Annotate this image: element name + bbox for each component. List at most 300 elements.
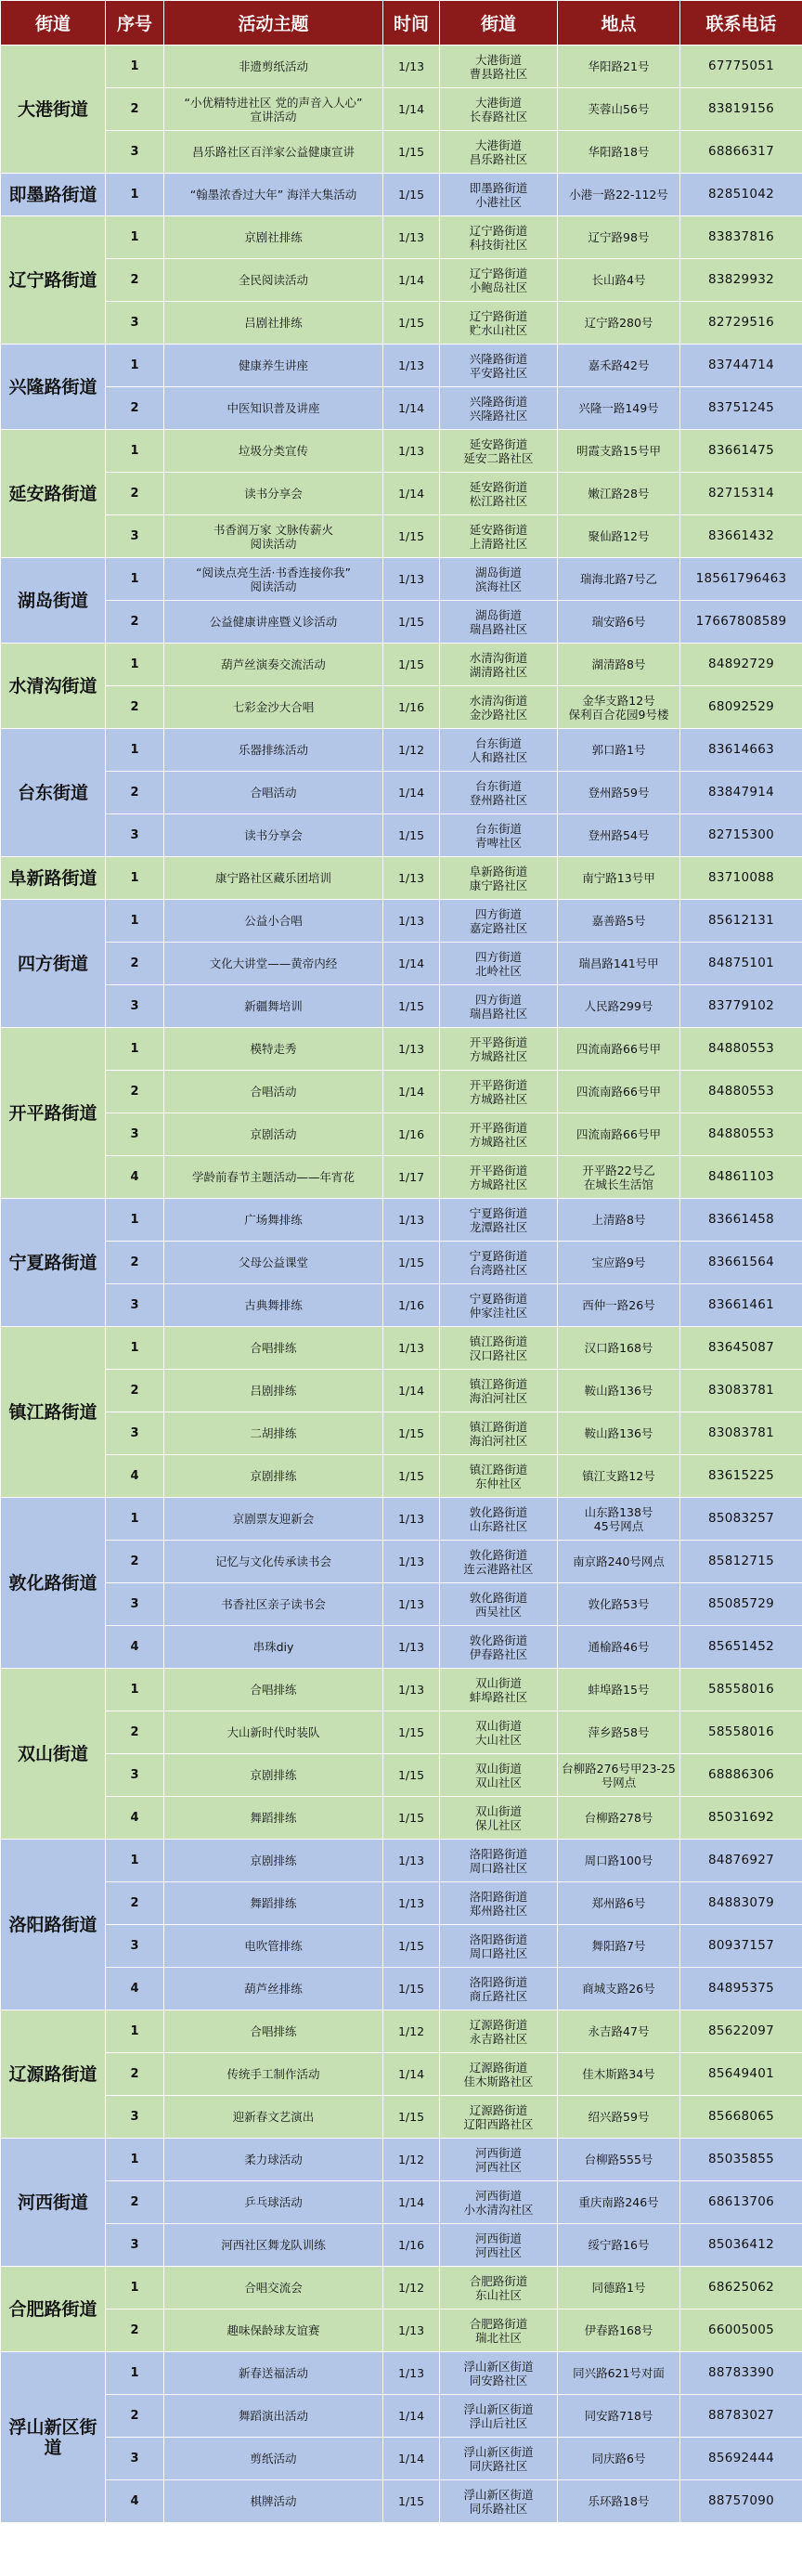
street-name-cell: 合肥路街道 [1, 2267, 106, 2352]
phone-cell: 17667808589 [680, 601, 802, 644]
phone-cell: 85812715 [680, 1541, 802, 1583]
phone-cell: 85612131 [680, 900, 802, 943]
row-number-cell: 1 [106, 2010, 164, 2053]
community-cell: 四方街道 北岭社区 [440, 943, 558, 985]
header-row [1, 1, 802, 46]
place-cell: 永吉路47号 [558, 2010, 680, 2053]
community-cell: 洛阳路街道 商丘路社区 [440, 1968, 558, 2010]
place-cell: 镇江支路12号 [558, 1455, 680, 1498]
activity-topic-cell: 舞蹈排练 [164, 1797, 383, 1840]
community-cell: 辽源路街道 佳木斯路社区 [440, 2053, 558, 2096]
table-row [1, 2309, 802, 2352]
place-cell: 同庆路6号 [558, 2438, 680, 2480]
activity-topic-cell: 文化大讲堂——黄帝内经 [164, 943, 383, 985]
community-cell: 敦化路街道 山东路社区 [440, 1498, 558, 1541]
community-cell: 合肥路街道 瑞北社区 [440, 2309, 558, 2352]
place-cell: 商城支路26号 [558, 1968, 680, 2010]
date-cell: 1/15 [383, 1455, 440, 1498]
activity-topic-cell: 父母公益课堂 [164, 1242, 383, 1284]
place-cell: 明霞支路15号甲 [558, 430, 680, 473]
phone-cell: 84880553 [680, 1071, 802, 1113]
street-name-cell: 阜新路街道 [1, 857, 106, 900]
row-number-cell: 3 [106, 131, 164, 174]
place-cell: 山东路138号 45号网点 [558, 1498, 680, 1541]
table-row [1, 1626, 802, 1669]
row-number-cell: 2 [106, 1242, 164, 1284]
community-cell: 浮山新区街道 同庆路社区 [440, 2438, 558, 2480]
row-number-cell: 1 [106, 1498, 164, 1541]
row-number-cell: 3 [106, 2438, 164, 2480]
row-number-cell: 1 [106, 2267, 164, 2309]
community-cell: 大港街道 曹县路社区 [440, 46, 558, 88]
row-number-cell: 4 [106, 1968, 164, 2010]
activity-topic-cell: 学龄前春节主题活动——年宵花 [164, 1156, 383, 1199]
row-number-cell: 2 [106, 88, 164, 131]
row-number-cell: 1 [106, 174, 164, 216]
table-row [1, 686, 802, 729]
community-cell: 镇江路街道 海泊河社区 [440, 1412, 558, 1455]
row-number-cell: 2 [106, 2053, 164, 2096]
community-cell: 即墨路街道 小港社区 [440, 174, 558, 216]
table-row [1, 2139, 802, 2181]
activity-topic-cell: 传统手工制作活动 [164, 2053, 383, 2096]
phone-cell: 85651452 [680, 1626, 802, 1669]
community-cell: 湖岛街道 瑞昌路社区 [440, 601, 558, 644]
community-cell: 洛阳路街道 周口路社区 [440, 1925, 558, 1968]
activity-topic-cell: 乒乓球活动 [164, 2181, 383, 2224]
activity-topic-cell: 串珠diy [164, 1626, 383, 1669]
date-cell: 1/16 [383, 1113, 440, 1156]
row-number-cell: 3 [106, 1754, 164, 1797]
phone-cell: 84880553 [680, 1113, 802, 1156]
table-row [1, 644, 802, 686]
activity-topic-cell: 全民阅读活动 [164, 259, 383, 302]
date-cell: 1/15 [383, 1711, 440, 1754]
phone-cell: 83614663 [680, 729, 802, 772]
place-cell: 小港一路22-112号 [558, 174, 680, 216]
phone-cell: 83661564 [680, 1242, 802, 1284]
activity-topic-cell: 京剧票友迎新会 [164, 1498, 383, 1541]
community-cell: 合肥路街道 东山社区 [440, 2267, 558, 2309]
street-name-cell: 台东街道 [1, 729, 106, 857]
table-row [1, 515, 802, 558]
phone-cell: 83661432 [680, 515, 802, 558]
phone-cell: 68613706 [680, 2181, 802, 2224]
phone-cell: 83751245 [680, 387, 802, 430]
community-cell: 浮山新区街道 浮山后社区 [440, 2395, 558, 2438]
table-row [1, 131, 802, 174]
row-number-cell: 2 [106, 601, 164, 644]
table-row [1, 1199, 802, 1242]
header-street: 街道 [1, 1, 106, 46]
place-cell: 聚仙路12号 [558, 515, 680, 558]
row-number-cell: 2 [106, 2395, 164, 2438]
activity-topic-cell: 京剧排练 [164, 1754, 383, 1797]
place-cell: 登州路59号 [558, 772, 680, 814]
row-number-cell: 1 [106, 1840, 164, 1882]
activity-topic-cell: 合唱活动 [164, 772, 383, 814]
date-cell: 1/14 [383, 772, 440, 814]
phone-cell: 68625062 [680, 2267, 802, 2309]
date-cell: 1/13 [383, 1028, 440, 1071]
phone-cell: 83744714 [680, 345, 802, 387]
phone-cell: 83615225 [680, 1455, 802, 1498]
activity-topic-cell: 读书分享会 [164, 473, 383, 515]
header-community: 街道 [440, 1, 558, 46]
date-cell: 1/14 [383, 387, 440, 430]
activity-topic-cell: “小优精特进社区 党的声音入人心” 宣讲活动 [164, 88, 383, 131]
community-cell: 双山街道 蚌埠路社区 [440, 1669, 558, 1711]
community-cell: 洛阳路街道 郑州路社区 [440, 1882, 558, 1925]
row-number-cell: 2 [106, 686, 164, 729]
activity-topic-cell: 古典舞排练 [164, 1284, 383, 1327]
community-cell: 兴隆路街道 兴隆路社区 [440, 387, 558, 430]
row-number-cell: 2 [106, 2181, 164, 2224]
date-cell: 1/13 [383, 46, 440, 88]
phone-cell: 85622097 [680, 2010, 802, 2053]
table-row [1, 2181, 802, 2224]
row-number-cell: 1 [106, 430, 164, 473]
row-number-cell: 1 [106, 1669, 164, 1711]
date-cell: 1/13 [383, 1199, 440, 1242]
activity-topic-cell: 京剧排练 [164, 1840, 383, 1882]
street-name-cell: 即墨路街道 [1, 174, 106, 216]
date-cell: 1/14 [383, 259, 440, 302]
street-name-cell: 敦化路街道 [1, 1498, 106, 1669]
table-row [1, 345, 802, 387]
activity-topic-cell: 垃圾分类宣传 [164, 430, 383, 473]
table-row [1, 430, 802, 473]
table-row [1, 1498, 802, 1541]
phone-cell: 85083257 [680, 1498, 802, 1541]
community-cell: 宁夏路街道 仲家洼社区 [440, 1284, 558, 1327]
table-row [1, 387, 802, 430]
phone-cell: 82715314 [680, 473, 802, 515]
date-cell: 1/13 [383, 2352, 440, 2395]
row-number-cell: 2 [106, 1882, 164, 1925]
community-cell: 开平路街道 方城路社区 [440, 1071, 558, 1113]
activity-topic-cell: 乐器排练活动 [164, 729, 383, 772]
date-cell: 1/15 [383, 1412, 440, 1455]
date-cell: 1/13 [383, 1327, 440, 1370]
date-cell: 1/14 [383, 2181, 440, 2224]
date-cell: 1/13 [383, 1498, 440, 1541]
phone-cell: 83661461 [680, 1284, 802, 1327]
activity-topic-cell: “阅读点亮生活·书香连接你我” 阅读活动 [164, 558, 383, 601]
table-row [1, 259, 802, 302]
row-number-cell: 1 [106, 2352, 164, 2395]
row-number-cell: 1 [106, 2139, 164, 2181]
row-number-cell: 3 [106, 814, 164, 857]
table-row [1, 1028, 802, 1071]
phone-cell: 88757090 [680, 2480, 802, 2523]
place-cell: 台柳路278号 [558, 1797, 680, 1840]
place-cell: 湖清路8号 [558, 644, 680, 686]
community-cell: 延安路街道 上清路社区 [440, 515, 558, 558]
table-row [1, 1327, 802, 1370]
community-cell: 台东街道 青啤社区 [440, 814, 558, 857]
community-cell: 辽宁路街道 科技街社区 [440, 216, 558, 259]
street-name-cell: 河西街道 [1, 2139, 106, 2267]
table-row [1, 2224, 802, 2267]
date-cell: 1/15 [383, 1968, 440, 2010]
community-cell: 兴隆路街道 平安路社区 [440, 345, 558, 387]
activity-topic-cell: 京剧社排练 [164, 216, 383, 259]
phone-cell: 82851042 [680, 174, 802, 216]
community-cell: 宁夏路街道 台湾路社区 [440, 1242, 558, 1284]
community-cell: 河西街道 小水清沟社区 [440, 2181, 558, 2224]
activity-topic-cell: 中医知识普及讲座 [164, 387, 383, 430]
table-row [1, 88, 802, 131]
phone-cell: 18561796463 [680, 558, 802, 601]
date-cell: 1/15 [383, 1242, 440, 1284]
place-cell: 绥宁路16号 [558, 2224, 680, 2267]
row-number-cell: 3 [106, 1284, 164, 1327]
table-row [1, 2053, 802, 2096]
activity-topic-cell: 新疆舞培训 [164, 985, 383, 1028]
place-cell: 南宁路13号甲 [558, 857, 680, 900]
place-cell: 金华支路12号 保利百合花园9号楼 [558, 686, 680, 729]
row-number-cell: 3 [106, 2096, 164, 2139]
phone-cell: 85031692 [680, 1797, 802, 1840]
place-cell: 鞍山路136号 [558, 1412, 680, 1455]
date-cell: 1/13 [383, 1541, 440, 1583]
activity-topic-cell: 柔力球活动 [164, 2139, 383, 2181]
row-number-cell: 1 [106, 1028, 164, 1071]
row-number-cell: 2 [106, 772, 164, 814]
row-number-cell: 2 [106, 2309, 164, 2352]
date-cell: 1/14 [383, 2053, 440, 2096]
street-name-cell: 洛阳路街道 [1, 1840, 106, 2010]
place-cell: 华阳路18号 [558, 131, 680, 174]
row-number-cell: 1 [106, 729, 164, 772]
activity-topic-cell: 新春送福活动 [164, 2352, 383, 2395]
community-cell: 水清沟街道 湖清路社区 [440, 644, 558, 686]
place-cell: 同德路1号 [558, 2267, 680, 2309]
phone-cell: 58558016 [680, 1669, 802, 1711]
phone-cell: 80937157 [680, 1925, 802, 1968]
street-name-cell: 宁夏路街道 [1, 1199, 106, 1327]
row-number-cell: 1 [106, 46, 164, 88]
phone-cell: 84895375 [680, 1968, 802, 2010]
row-number-cell: 4 [106, 2480, 164, 2523]
row-number-cell: 1 [106, 558, 164, 601]
date-cell: 1/15 [383, 131, 440, 174]
date-cell: 1/15 [383, 2480, 440, 2523]
place-cell: 四流南路66号甲 [558, 1028, 680, 1071]
phone-cell: 83083781 [680, 1370, 802, 1412]
street-name-cell: 兴隆路街道 [1, 345, 106, 430]
date-cell: 1/15 [383, 302, 440, 345]
date-cell: 1/12 [383, 2267, 440, 2309]
row-number-cell: 1 [106, 1327, 164, 1370]
activity-topic-cell: 合唱交流会 [164, 2267, 383, 2309]
community-cell: 镇江路街道 东仲社区 [440, 1455, 558, 1498]
header-number: 序号 [106, 1, 164, 46]
table-row [1, 1669, 802, 1711]
row-number-cell: 2 [106, 259, 164, 302]
table-row [1, 1754, 802, 1797]
place-cell: 蚌埠路15号 [558, 1669, 680, 1711]
community-cell: 宁夏路街道 龙潭路社区 [440, 1199, 558, 1242]
date-cell: 1/13 [383, 2309, 440, 2352]
community-cell: 敦化路街道 连云港路社区 [440, 1541, 558, 1583]
place-cell: 兴隆一路149号 [558, 387, 680, 430]
row-number-cell: 1 [106, 345, 164, 387]
row-number-cell: 1 [106, 1199, 164, 1242]
phone-cell: 82715300 [680, 814, 802, 857]
place-cell: 郭口路1号 [558, 729, 680, 772]
place-cell: 南京路240号网点 [558, 1541, 680, 1583]
community-cell: 阜新路街道 康宁路社区 [440, 857, 558, 900]
phone-cell: 66005005 [680, 2309, 802, 2352]
table-row [1, 1156, 802, 1199]
table-row [1, 1711, 802, 1754]
table-row [1, 216, 802, 259]
place-cell: 同安路718号 [558, 2395, 680, 2438]
place-cell: 重庆南路246号 [558, 2181, 680, 2224]
phone-cell: 68092529 [680, 686, 802, 729]
community-cell: 辽宁路街道 贮水山社区 [440, 302, 558, 345]
row-number-cell: 3 [106, 515, 164, 558]
community-cell: 开平路街道 方城路社区 [440, 1156, 558, 1199]
place-cell: 瑞昌路141号甲 [558, 943, 680, 985]
community-cell: 水清沟街道 金沙路社区 [440, 686, 558, 729]
date-cell: 1/13 [383, 430, 440, 473]
date-cell: 1/15 [383, 814, 440, 857]
table-row [1, 1541, 802, 1583]
row-number-cell: 4 [106, 1797, 164, 1840]
header-place: 地点 [558, 1, 680, 46]
table-row [1, 985, 802, 1028]
table-row [1, 2395, 802, 2438]
phone-cell: 82729516 [680, 302, 802, 345]
table-row [1, 900, 802, 943]
table-row [1, 2010, 802, 2053]
table-row [1, 174, 802, 216]
date-cell: 1/12 [383, 2139, 440, 2181]
date-cell: 1/13 [383, 1583, 440, 1626]
date-cell: 1/13 [383, 1882, 440, 1925]
activity-topic-cell: 公益健康讲座暨义诊活动 [164, 601, 383, 644]
place-cell: 敦化路53号 [558, 1583, 680, 1626]
activity-topic-cell: 合唱排练 [164, 2010, 383, 2053]
table-row [1, 1882, 802, 1925]
date-cell: 1/13 [383, 1840, 440, 1882]
place-cell: 长山路4号 [558, 259, 680, 302]
activity-topic-cell: 合唱排练 [164, 1669, 383, 1711]
date-cell: 1/12 [383, 729, 440, 772]
phone-cell: 83829932 [680, 259, 802, 302]
table-row [1, 2438, 802, 2480]
activity-topic-cell: 读书分享会 [164, 814, 383, 857]
table-row [1, 1797, 802, 1840]
date-cell: 1/13 [383, 216, 440, 259]
date-cell: 1/15 [383, 174, 440, 216]
community-cell: 镇江路街道 海泊河社区 [440, 1370, 558, 1412]
date-cell: 1/13 [383, 900, 440, 943]
place-cell: 登州路54号 [558, 814, 680, 857]
date-cell: 1/15 [383, 601, 440, 644]
activity-topic-cell: 非遗剪纸活动 [164, 46, 383, 88]
street-name-cell: 水清沟街道 [1, 644, 106, 729]
date-cell: 1/15 [383, 515, 440, 558]
table-body [1, 46, 802, 2523]
date-cell: 1/14 [383, 943, 440, 985]
date-cell: 1/13 [383, 558, 440, 601]
row-number-cell: 2 [106, 387, 164, 430]
community-cell: 四方街道 瑞昌路社区 [440, 985, 558, 1028]
community-cell: 开平路街道 方城路社区 [440, 1028, 558, 1071]
activity-topic-cell: 吕剧社排练 [164, 302, 383, 345]
phone-cell: 84892729 [680, 644, 802, 686]
header-phone: 联系电话 [680, 1, 802, 46]
community-cell: 洛阳路街道 周口路社区 [440, 1840, 558, 1882]
community-cell: 延安路街道 延安二路社区 [440, 430, 558, 473]
community-cell: 敦化路街道 伊春路社区 [440, 1626, 558, 1669]
phone-cell: 83645087 [680, 1327, 802, 1370]
activity-topic-cell: 葫芦丝演奏交流活动 [164, 644, 383, 686]
table-row [1, 558, 802, 601]
community-cell: 四方街道 嘉定路社区 [440, 900, 558, 943]
table-row [1, 1968, 802, 2010]
phone-cell: 83710088 [680, 857, 802, 900]
activity-topic-cell: 昌乐路社区百洋家公益健康宣讲 [164, 131, 383, 174]
activity-topic-cell: 广场舞排练 [164, 1199, 383, 1242]
row-number-cell: 2 [106, 1541, 164, 1583]
phone-cell: 83847914 [680, 772, 802, 814]
place-cell: 舞阳路7号 [558, 1925, 680, 1968]
community-cell: 河西街道 河西社区 [440, 2224, 558, 2267]
table-row [1, 46, 802, 88]
date-cell: 1/12 [383, 2010, 440, 2053]
date-cell: 1/14 [383, 2395, 440, 2438]
community-cell: 浮山新区街道 同安路社区 [440, 2352, 558, 2395]
table-row [1, 729, 802, 772]
row-number-cell: 2 [106, 1711, 164, 1754]
activity-topic-cell: 电吹管排练 [164, 1925, 383, 1968]
phone-cell: 84876927 [680, 1840, 802, 1882]
row-number-cell: 4 [106, 1626, 164, 1669]
place-cell: 芙蓉山56号 [558, 88, 680, 131]
phone-cell: 83837816 [680, 216, 802, 259]
table-row [1, 1370, 802, 1412]
activity-topic-cell: 迎新春文艺演出 [164, 2096, 383, 2139]
activity-topic-cell: 健康养生讲座 [164, 345, 383, 387]
place-cell: 嘉善路5号 [558, 900, 680, 943]
activity-topic-cell: 合唱排练 [164, 1327, 383, 1370]
street-name-cell: 大港街道 [1, 46, 106, 174]
activity-topic-cell: 书香润万家 文脉传薪火 阅读活动 [164, 515, 383, 558]
community-cell: 湖岛街道 滨海社区 [440, 558, 558, 601]
phone-cell: 84880553 [680, 1028, 802, 1071]
phone-cell: 88783390 [680, 2352, 802, 2395]
place-cell: 乐环路18号 [558, 2480, 680, 2523]
activity-topic-cell: 合唱活动 [164, 1071, 383, 1113]
street-name-cell: 延安路街道 [1, 430, 106, 558]
phone-cell: 68886306 [680, 1754, 802, 1797]
date-cell: 1/14 [383, 473, 440, 515]
place-cell: 上清路8号 [558, 1199, 680, 1242]
date-cell: 1/14 [383, 1071, 440, 1113]
date-cell: 1/15 [383, 1754, 440, 1797]
table-row [1, 2480, 802, 2523]
row-number-cell: 3 [106, 1925, 164, 1968]
place-cell: 伊春路168号 [558, 2309, 680, 2352]
table-row [1, 814, 802, 857]
place-cell: 周口路100号 [558, 1840, 680, 1882]
date-cell: 1/14 [383, 2438, 440, 2480]
